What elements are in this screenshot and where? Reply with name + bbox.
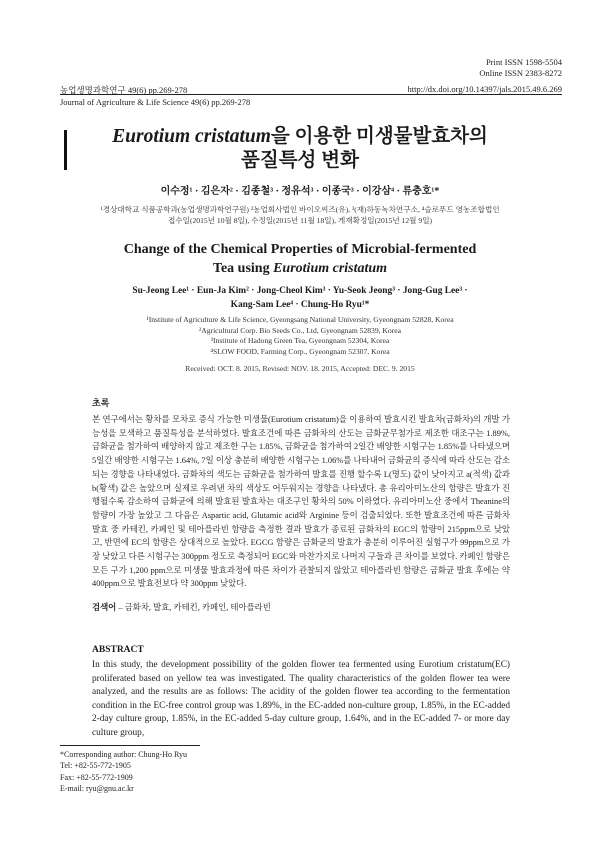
abstract-kr-heading: 초록	[92, 398, 110, 408]
affil-en-4: ⁴SLOW FOOD, Farming Corp., Gyeongnam 52307, Korea	[210, 346, 390, 356]
abstract-en-heading: ABSTRACT	[92, 645, 144, 655]
issn-block	[479, 57, 562, 78]
corresponding-author: *Corresponding author: Chung-Ho Ryu	[60, 750, 188, 759]
title-kr-species: Eurotium cristatum	[112, 126, 271, 147]
journal-header-en: Journal of Agriculture & Life Science 49(6) pp.269-278	[60, 97, 251, 107]
title-en-line2-prefix: Tea using	[212, 261, 274, 276]
tel: Tel: +82-55-772-1905	[60, 761, 131, 771]
dates-kr: 접수일(2015년 10월 8일), 수정일(2015년 11월 18일), 게재확정일(2015년 12월 9일)	[167, 216, 433, 225]
affil-en-1: ¹Institute of Agriculture & Life Science, Gyeongsang National University, Gyeongnam 52828, Korea	[146, 315, 454, 324]
affiliations-english	[40, 315, 560, 357]
keywords-list: – 금화차, 발효, 카테킨, 카페인, 테아플라빈	[116, 603, 271, 612]
abstract-kr-body: 본 연구에서는 황차를 모차로 증식 가능한 미생물(Eurotium cristatum)을 이용하여 발효시킨 발효차(금화차)의 개발 가능성을 모색하고 품질특성을 분석하였다. 발효조건에 따른 금화차의 산도는 금화균무첨가로 제조한 대조구는 1.89%, 금화균을 첨가하여 배양하지 않고 제조한 구는 1.85%, 금화균을 첨가하여 2일간 배양한 시험구는 1.85%를 나타냈으며 5일간 배양한 시험구는 1.64%, 7일 이상 충분히 배양한 시험구는 1.06%를 나타내어 금화균의 증식에 따라 산도는 감소되는 경향을 나타내었다. 금화차의 색도는 금화균을 첨가하여 발효를 진행 할수록 L(명도) 값이 낮아지고 a(적색) 값과 b(황색) 값은 높았으며 실제로 우려낸 차의 색상도 어두워지는 경향을 나타냈다. 총 유리아미노산의 함량은 발효가 진행될수록 감소하여 금화균에 의해 발효된 발효차는 대조구인 황차의 50% 이하였다. 유리아미노산 중에서 Theanine의 함량이 가장 높았고 그 다음은 Aspartic acid, Glutamic acid와 Arginine 등이 검출되었다. 또한 발효조건에 따른 금화차 발효 중 카테킨, 카페인 및 테아플라빈 함량을 측정한 결과 발효가 종료된 금화차의 EGC의 함량이 215ppm으로 낮았고, 반면에 EC의 함량은 상대적으로 높았다. EGCG 함량은 금화균의 발효가 충분히 이루어진 실험구가 99ppm으로 가장 낮았고 다른 시험구는 300ppm 정도로 측정되어 EGC와 마찬가지로 나머지 구들과 큰 차이를 보였다. 카페인 함량은 모든 구가 1,200 ppm으로 미생물 발효과정에 따른 차이가 관찰되지 않았고 테아플라빈 함량은 금화균 발효 후에는 약 400ppm으로 발효전보다 약 300ppm 낮았다.	[92, 415, 510, 589]
received-dates-en: Received: OCT. 8. 2015, Revised: NOV. 18. 2015, Accepted: DEC. 9. 2015	[185, 364, 415, 373]
fax: Fax: +82-55-772-1909	[60, 772, 133, 782]
footnote	[60, 749, 187, 794]
affil-en-2: ²Agricultural Corp. Bio Seeds Co., Ltd, Gyeongnam 52839, Korea	[198, 325, 401, 335]
keywords-kr	[92, 601, 510, 613]
abstract-en-body: In this study, the development possibility of the golden flower tea fermented using Eurotium cristatum(EC) proliferated based on yellow tea was investigated. The quality characteristics of the golden flower tea were analyzed, and the results are as follows: The acidity of the golden flower tea according to the fermentation condition in the EC-free control group was 1.89%, in the EC-added non-culture group, 1.85%, in the EC-added 2-day culture group, 1.85%, in the EC-added 5-day culture group, 1.64%, and in the EC-added 7- or more day culture group,	[92, 660, 510, 738]
title-kr-line2: 품질특성 변화	[241, 150, 359, 171]
title-en-species: Eurotium cristatum	[273, 261, 388, 276]
journal-header-kr: 농업생명과학연구 49(6) pp.269-278	[60, 85, 188, 95]
title-korean	[40, 125, 560, 173]
keywords-label: 검색어	[92, 603, 117, 612]
title-english	[40, 240, 560, 278]
authors-korean: 이수정¹ · 김은자² · 김종철³ · 정유석³ · 이종국³ · 이강삼⁴ · 류충호¹*	[160, 186, 440, 197]
affiliations-korean	[40, 204, 560, 226]
online-issn: Online ISSN 2383-8272	[479, 67, 562, 78]
doi-link[interactable]: http://dx.doi.org/10.14397/jals.2015.49.6.269	[407, 84, 562, 94]
authors-en-line2: Kang-Sam Lee⁴ · Chung-Ho Ryu¹*	[230, 300, 370, 310]
authors-english	[40, 284, 560, 312]
title-en-line1: Change of the Chemical Properties of Microbial-fermented	[123, 242, 477, 257]
print-issn: Print ISSN 1598-5504	[485, 57, 562, 67]
affil-en-3: ³Institute of Hadong Green Tea, Gyeongnam 52304, Korea	[210, 336, 390, 345]
title-kr-line1: 을 이용한 미생물발효차의	[270, 126, 488, 147]
footnote-divider	[60, 745, 200, 746]
affil-kr-line1: ¹경상대학교 식품공학과(농업생명과학연구원) ²농업회사법인 바이오씨즈(유), ³(재)하동녹차연구소, ⁴슬로푸드 영농조합법인	[100, 205, 500, 214]
authors-en-line1: Su-Jeong Lee¹ · Eun-Ja Kim² · Jong-Cheol Kim³ · Yu-Seok Jeong³ · Jong-Gug Lee³ ·	[132, 286, 468, 296]
header-divider	[60, 94, 562, 95]
email[interactable]: E-mail: ryu@gnu.ac.kr	[60, 783, 134, 793]
